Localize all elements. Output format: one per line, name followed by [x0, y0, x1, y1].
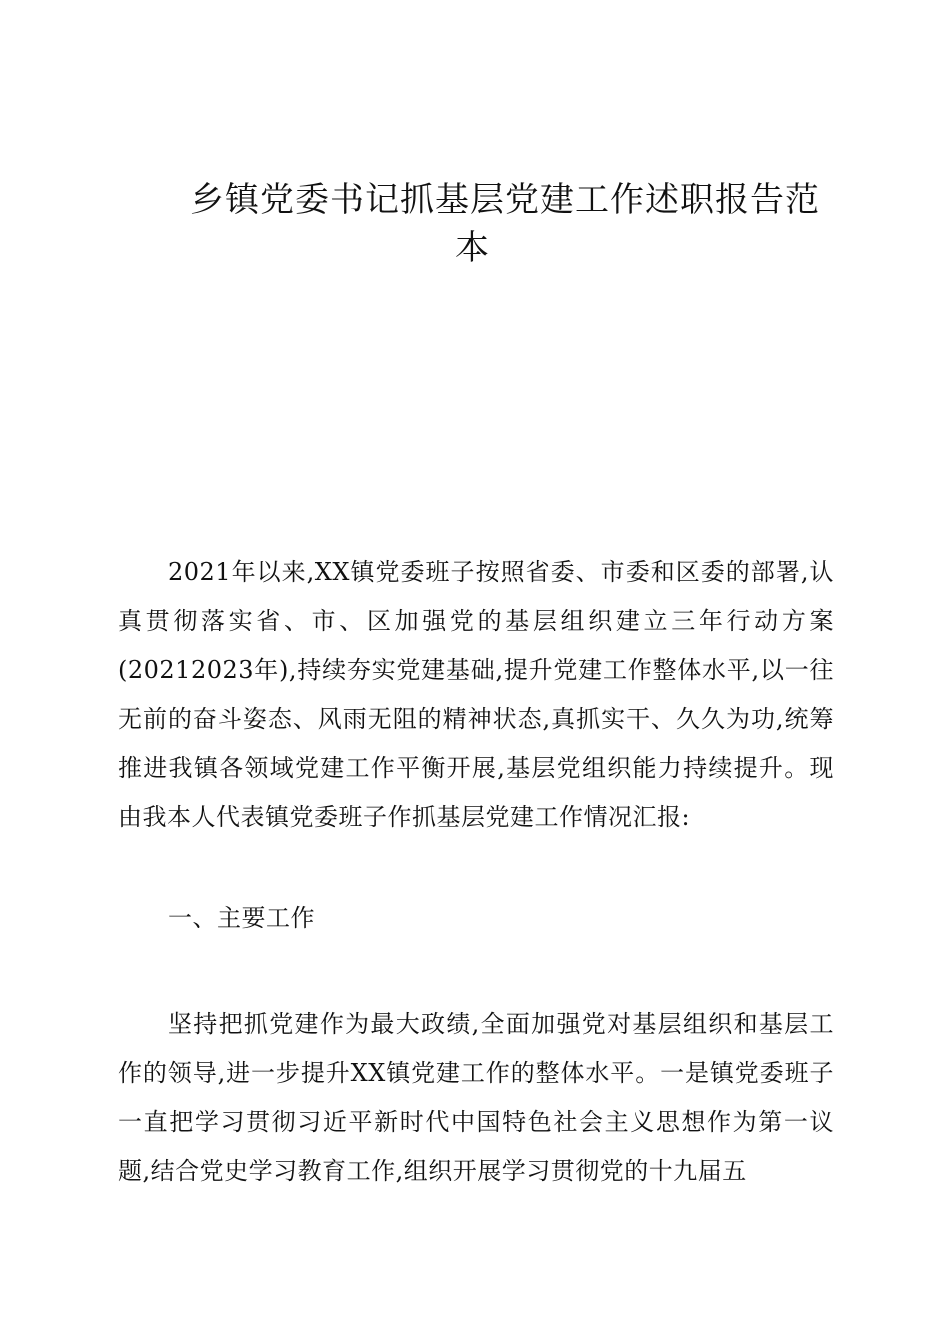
intro-paragraph: 2021年以来,XX镇党委班子按照省委、市委和区委的部署,认真贯彻落实省、市、区加强党的基层组织建立三年行动方案(20212023年),持续夯实党建基础,提升党建工作整体水平,以一往无前的奋斗姿态、风雨无阻的精神状态,真抓实干、久久为功,统筹推进我镇各领域党建工作平衡开展,基层党组织能力持续提升。现由我本人代表镇党委班子作抓基层党建工作情况汇报: [118, 558, 834, 831]
title-line-1: 乡镇党委书记抓基层党建工作述职报告范 [190, 180, 820, 220]
body-paragraph: 坚持把抓党建作为最大政绩,全面加强党对基层组织和基层工作的领导,进一步提升XX镇党建工作的整体水平。一是镇党委班子一直把学习贯彻习近平新时代中国特色社会主义思想作为第一议题,结合党史学习教育工作,组织开展学习贯彻党的十九届五 [118, 1010, 834, 1185]
section-heading: 一、主要工作 [168, 904, 315, 932]
title-line-2: 本 [455, 228, 490, 268]
document-title [190, 176, 840, 272]
